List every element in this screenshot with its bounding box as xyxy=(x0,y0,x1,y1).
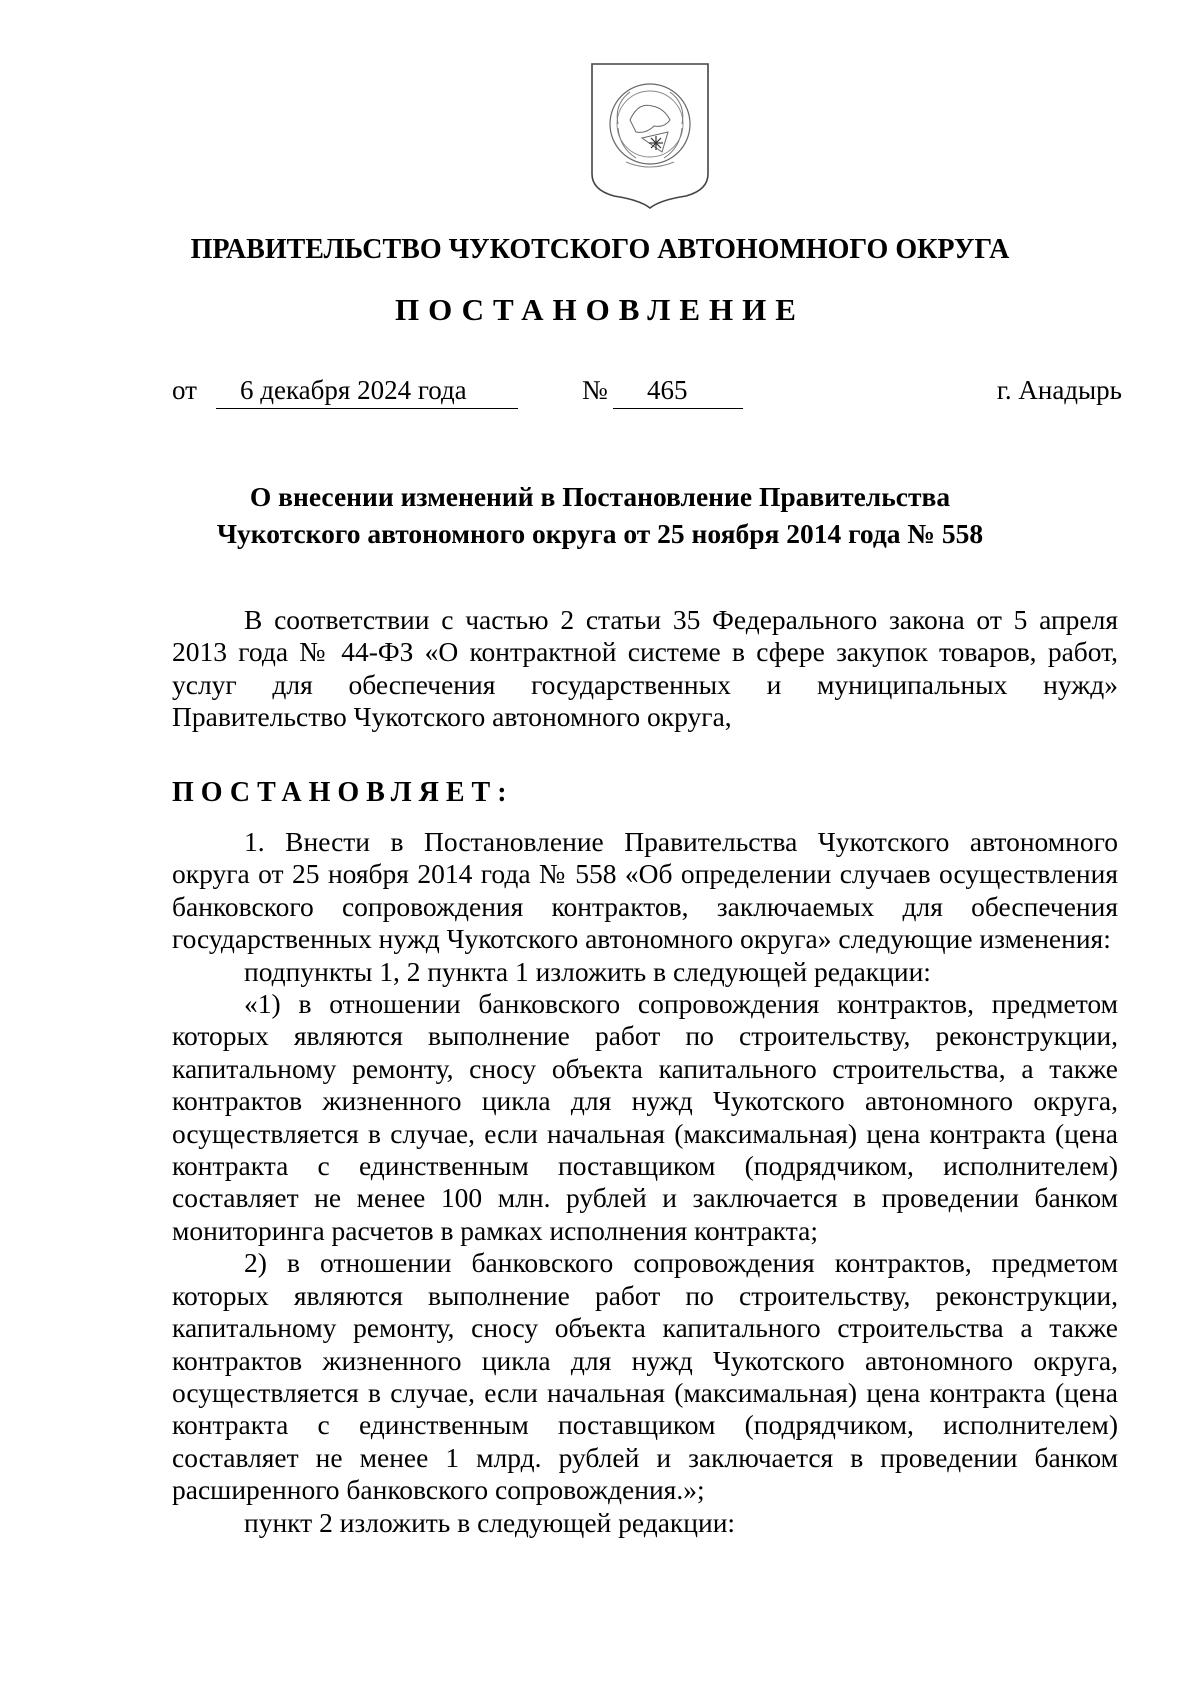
number-label: № xyxy=(582,375,608,405)
document-body xyxy=(172,826,1118,1539)
body-paragraph-4: 2) в отношении банковского сопровождения контрактов, предметом которых являются выполнение работ по строительству, реконструкции, капитальному ремонту, сносу объекта капитального строительства а также контрактов жизненного цикла для нужд Чукотского автономного округа, осуществляется в случае, если начальная (максимальная) цена контракта (цена контракта с единственным поставщиком (подрядчиком, исполнителем) составляет не менее 1 млрд. рублей и заключается в проведении банком расширенного банковского сопровождения.»; xyxy=(172,1247,1118,1506)
document-number: 465 xyxy=(647,375,688,405)
body-paragraph-1: 1. Внести в Постановление Правительства Чукотского автономного округа от 25 ноября 2014 года № 558 «Об определении случаев осуществления банковского сопровождения контрактов, заключаемых для обеспечения государственных нужд Чукотского автономного округа» следующие изменения: xyxy=(172,826,1118,955)
date-from-label: от xyxy=(172,375,197,405)
coat-of-arms-icon xyxy=(590,62,710,210)
government-title: ПРАВИТЕЛЬСТВО ЧУКОТСКОГО АВТОНОМНОГО ОКРУГА xyxy=(190,234,1010,265)
date-underline xyxy=(216,408,518,409)
subject-line-2: Чукотского автономного округа от 25 ноября 2014 года № 558 xyxy=(216,518,984,549)
body-paragraph-2: подпункты 1, 2 пункта 1 изложить в следующей редакции: xyxy=(244,955,931,987)
document-type-title: ПОСТАНОВЛЕНИЕ xyxy=(395,292,805,327)
document-subject xyxy=(0,478,1200,552)
number-underline xyxy=(613,408,743,409)
city: г. Анадырь xyxy=(996,375,1122,405)
subject-line-1: О внесении изменений в Постановление Правительства xyxy=(249,481,951,512)
preamble-paragraph: В соответствии с частью 2 статьи 35 Федерального закона от 5 апреля 2013 года № 44-ФЗ «О контрактной системе в сфере закупок товаров, работ, услуг для обеспечения государственных и муниципальных нужд» Правительство Чукотского автономного округа, xyxy=(172,604,1118,733)
document-meta-row xyxy=(172,375,1122,415)
body-paragraph-3: «1) в отношении банковского сопровождения контрактов, предметом которых являются выполнение работ по строительству, реконструкции, капитальному ремонту, сносу объекта капитального строительства, а также контрактов жизненного цикла для нужд Чукотского автономного округа, осуществляется в случае, если начальная (максимальная) цена контракта (цена контракта с единственным поставщиком (подрядчиком, исполнителем) составляет не менее 100 млн. рублей и заключается в проведении банком мониторинга расчетов в рамках исполнения контракта; xyxy=(172,988,1118,1246)
resolves-heading: ПОСТАНОВЛЯЕТ: xyxy=(172,777,514,808)
preamble xyxy=(172,604,1118,734)
document-date: 6 декабря 2024 года xyxy=(240,375,467,405)
body-paragraph-5: пункт 2 изложить в следующей редакции: xyxy=(244,1506,736,1538)
